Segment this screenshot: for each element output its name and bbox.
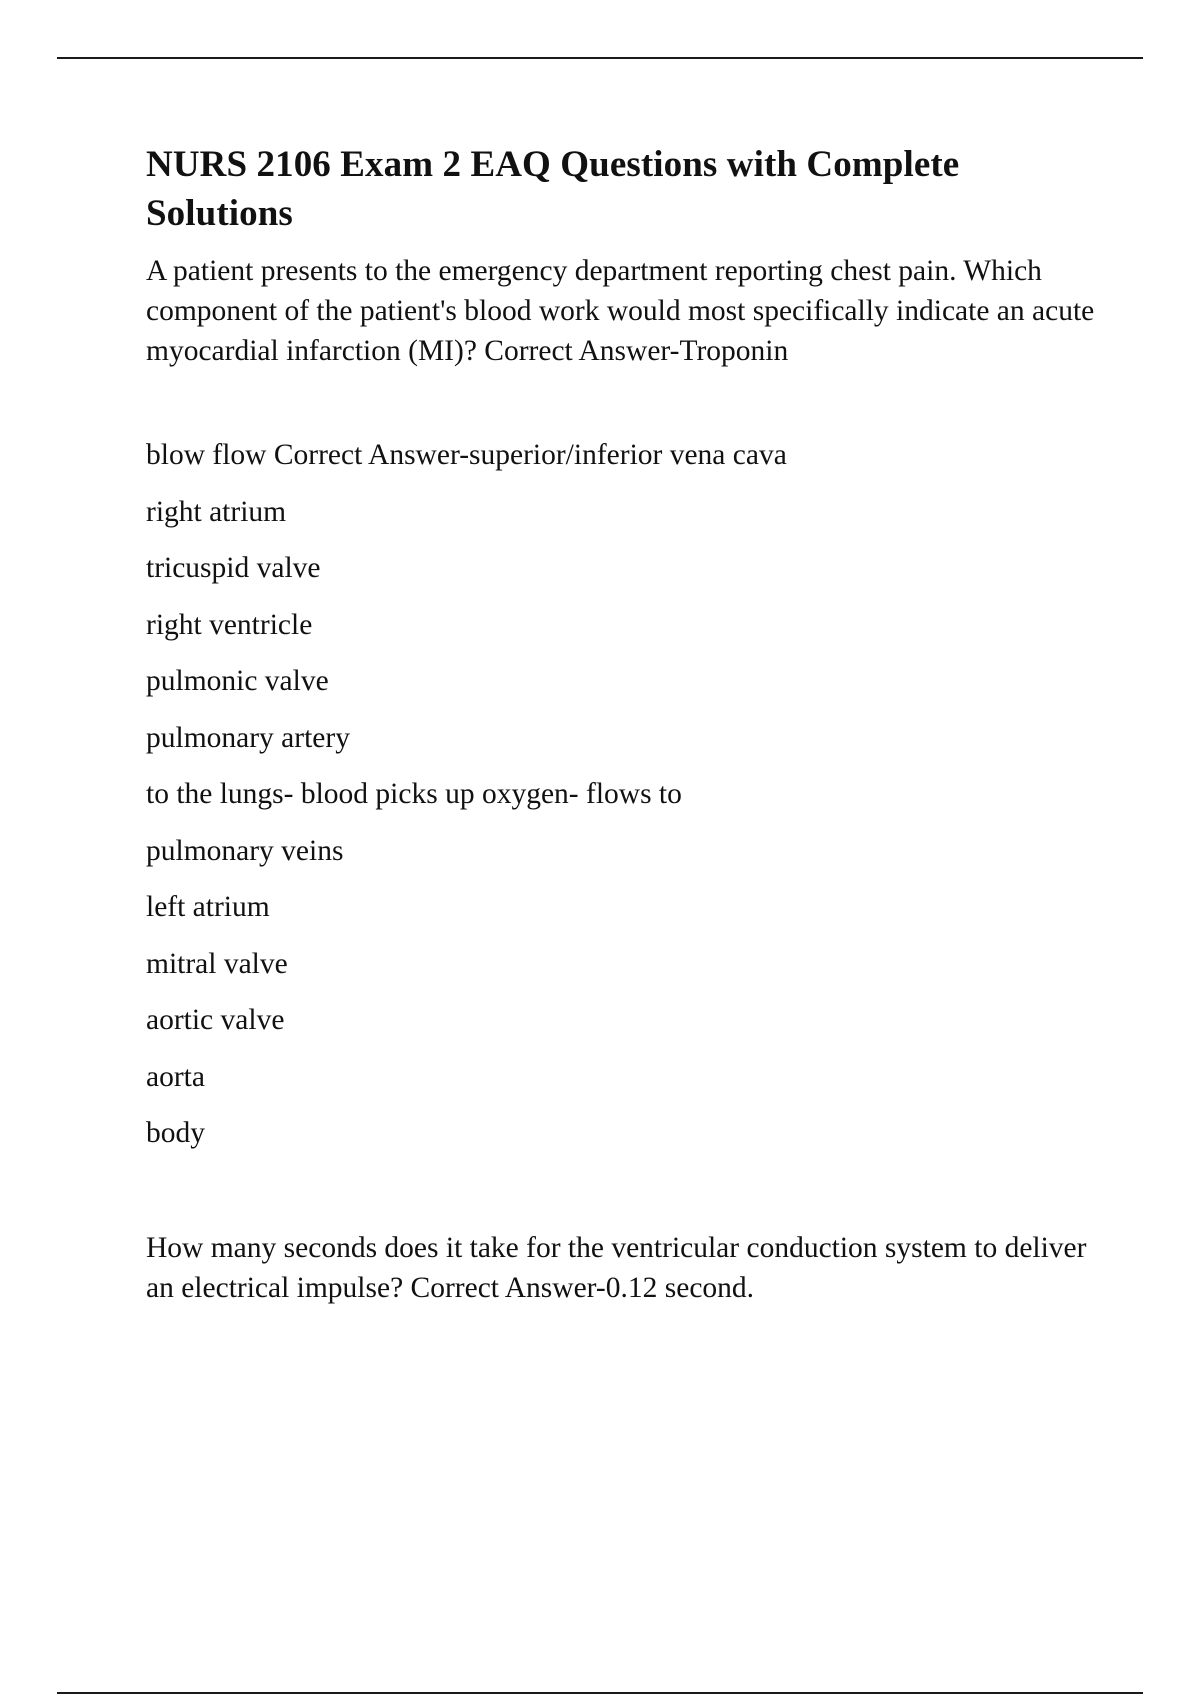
list-item: pulmonary artery <box>146 721 350 754</box>
list-item: body <box>146 1117 205 1149</box>
list-item: tricuspid valve <box>146 552 321 584</box>
list-item: right atrium <box>146 495 287 528</box>
list-item: pulmonary veins <box>146 834 344 867</box>
document-title: NURS 2106 Exam 2 EAQ Questions with Complete Solutions <box>146 144 960 234</box>
list-item: blow flow Correct Answer-superior/inferior vena cava <box>146 439 787 471</box>
question-conduction-time: How many seconds does it take for the ventricular conduction system to deliver an electrical impulse? Correct Answer-0.12 second. <box>146 1231 1087 1304</box>
list-item: aorta <box>146 1060 205 1093</box>
list-item: pulmonic valve <box>146 665 329 697</box>
top-rule <box>57 57 1143 59</box>
list-item: to the lungs- blood picks up oxygen- flows to <box>146 778 682 810</box>
blood-flow-list <box>146 435 1096 1170</box>
list-item: mitral valve <box>146 947 288 980</box>
bottom-rule <box>57 1692 1143 1694</box>
question-troponin: A patient presents to the emergency department reporting chest pain. Which component of the patient's blood work would most specifically indicate an acute myocardial infarction (MI)? Correct Answer-Troponin <box>146 255 1095 367</box>
list-item: left atrium <box>146 891 270 923</box>
list-item: right ventricle <box>146 608 313 641</box>
list-item: aortic valve <box>146 1004 285 1036</box>
document-body <box>146 140 1096 1308</box>
